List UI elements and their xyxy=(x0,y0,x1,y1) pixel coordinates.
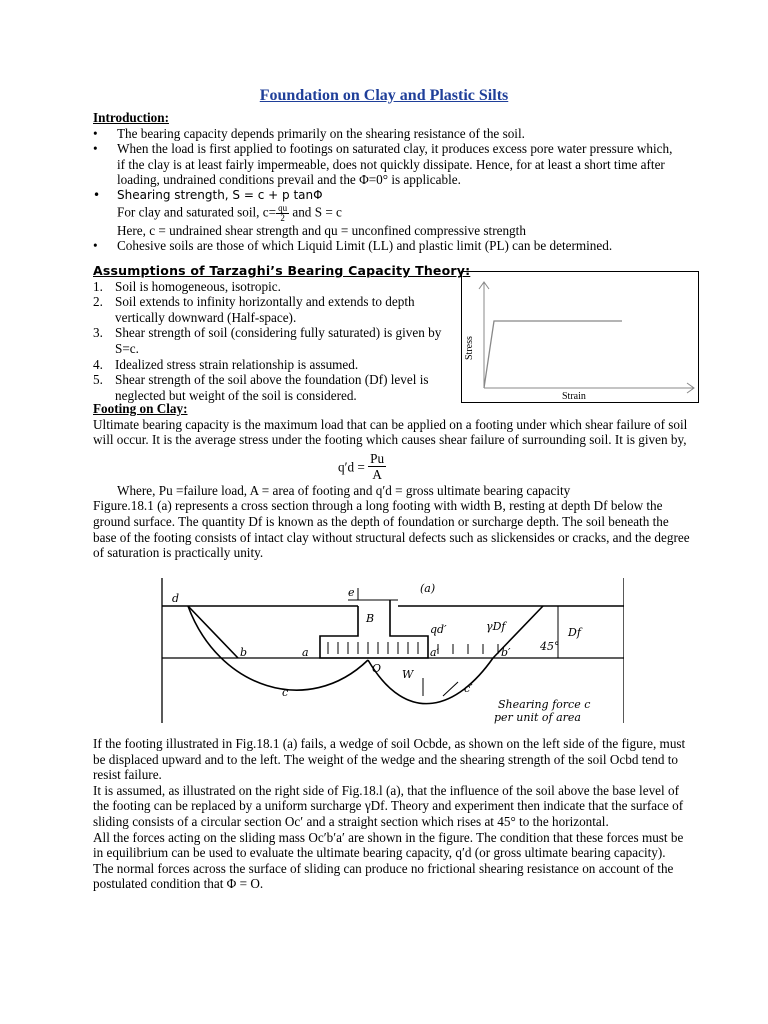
list-item xyxy=(93,279,455,295)
analysis-paragraph-2: It is assumed, as illustrated on the right side of Fig.18.l (a), that the influence of the soil above the base level of the footing can be replaced by a uniform surcharge γDf. Theory and experiment then indicate that the surface of sliding consists of a circular section Oc′ and a straight section which rises at 45° to the horizontal. xyxy=(93,782,684,829)
where-line: Where, Pu =failure load, A = area of footing and q′d = gross ultimate bearing capacity xyxy=(117,482,571,498)
fraction-denominator: 2 xyxy=(280,212,285,223)
footing-section xyxy=(93,401,693,561)
clay-line-end: and S = c xyxy=(289,204,342,220)
list-item: • When the load is first applied to footings on saturated clay, it produces excess pore water pressure which, if the clay is at least fairly impermeable, does not quickly dissipate. Hence, for at least a short time after loading, undrained conditions prevail and the Φ=0° is applicable. xyxy=(93,141,683,188)
stress-strain-svg xyxy=(462,272,698,402)
stress-strain-curve xyxy=(484,321,622,388)
item-number: 5. xyxy=(93,372,103,388)
label-qd: qd′ xyxy=(430,623,447,636)
item-text: Soil is homogeneous, isotropic. xyxy=(115,278,281,294)
label-W: W xyxy=(402,668,414,681)
label-d: d xyxy=(172,592,180,605)
label-B: B xyxy=(366,612,375,625)
stress-strain-diagram xyxy=(461,271,699,403)
shear-label-1: Shearing force c xyxy=(498,698,591,711)
formula-numerator: Pu xyxy=(370,450,385,466)
footing-cross-section-figure xyxy=(158,578,624,728)
y-axis-label: Stress xyxy=(464,336,475,360)
item-text: Shear strength of the soil above the foundation (Df) level is neglected but weight of the soil is considered. xyxy=(115,372,429,403)
introduction-list xyxy=(93,126,683,204)
footing-heading: Footing on Clay: xyxy=(93,401,188,416)
introduction-heading: Introduction: xyxy=(93,110,169,125)
ultimate-capacity-formula xyxy=(338,451,693,483)
label-gamma-Df: γDf xyxy=(486,620,506,633)
list-item xyxy=(93,325,455,356)
footing-figure-svg xyxy=(158,578,624,728)
formula-fraction xyxy=(368,451,386,483)
qu-over-2-fraction xyxy=(276,204,289,223)
analysis-section xyxy=(93,736,693,892)
formula-denominator: A xyxy=(372,467,382,483)
list-item: • Shearing strength, S = c + p tanΦ xyxy=(93,188,683,204)
footing-paragraph-1: Ultimate bearing capacity is the maximum load that can be applied on a footing under which shear failure of soil will occur. It is the average stress under the footing which causes shear failure of surrounding soil. It is given by, xyxy=(93,416,688,448)
item-text: Idealized stress strain relationship is assumed. xyxy=(115,356,359,372)
label-a: a xyxy=(302,646,309,659)
label-45-degree: 45° xyxy=(540,640,560,653)
analysis-paragraph-1: If the footing illustrated in Fig.18.1 (a) fails, a wedge of soil Ocbde, as shown on the left side of the figure, must be displaced upward and to the left. The weight of the wedge and the shearing strength of the soil Ocbd tend to resist failure. xyxy=(93,736,686,783)
item-number: 2. xyxy=(93,294,103,310)
assumptions-heading: Assumptions of Tarzaghi’s Bearing Capacity Theory: xyxy=(93,263,471,278)
label-c: c xyxy=(282,686,289,699)
label-O: O xyxy=(372,662,382,675)
label-b-prime: b′ xyxy=(501,646,511,659)
figure-label-a: (a) xyxy=(420,582,436,595)
introduction-list-2 xyxy=(93,238,683,254)
fraction-numerator: qu xyxy=(278,202,288,213)
assumptions-list xyxy=(93,279,455,404)
formula-lhs: q′d = xyxy=(338,459,365,475)
label-a-prime: a′ xyxy=(430,646,440,659)
analysis-paragraph-3: All the forces acting on the sliding mass Oc′b′a′ are shown in the figure. The condition that these forces must be in equilibrium can be used to evaluate the ultimate bearing capacity, q′d (or gross ultimate bearing capacity). xyxy=(93,829,684,861)
item-number: 1. xyxy=(93,278,103,294)
clay-line-text: For clay and saturated soil, c= xyxy=(117,204,277,220)
page-title: Foundation on Clay and Plastic Silts xyxy=(259,87,509,104)
clay-strength-line xyxy=(93,204,683,223)
label-b: b xyxy=(240,646,248,659)
introduction-section xyxy=(93,110,683,254)
list-item: • The bearing capacity depends primarily on the shearing resistance of the soil. xyxy=(93,126,683,142)
shear-label-2: per unit of area xyxy=(494,711,581,724)
item-text: Shear strength of soil (considering fully saturated) is given by S=c. xyxy=(115,325,442,356)
item-number: 3. xyxy=(93,325,103,341)
item-number: 4. xyxy=(93,356,103,372)
footing-paragraph-2: Figure.18.1 (a) represents a cross section through a long footing with width B, resting at depth Df below the ground surface. The quantity Df is known as the depth of foundation or surcharge depth. The soil beneath the base of the footing consists of intact clay without structural defects such as slickensides or cracks, and the degree of saturation is practically unity. xyxy=(93,498,690,561)
list-item xyxy=(93,294,455,325)
here-line: Here, c = undrained shear strength and qu = unconfined compressive strength xyxy=(117,222,526,238)
item-text: Soil extends to infinity horizontally and extends to depth vertically downward (Half-space). xyxy=(115,294,415,325)
label-e: e xyxy=(348,586,355,599)
label-Df: Df xyxy=(568,626,581,639)
x-axis-label: Strain xyxy=(562,391,586,402)
list-item: • Cohesive soils are those of which Liquid Limit (LL) and plastic limit (PL) can be determined. xyxy=(93,238,683,254)
list-item xyxy=(93,372,455,403)
analysis-paragraph-4: The normal forces across the surface of sliding can produce no frictional shearing resistance on account of the postulated condition that Φ = O. xyxy=(93,860,674,892)
list-item xyxy=(93,357,455,373)
label-c-prime: c′ xyxy=(464,682,473,695)
